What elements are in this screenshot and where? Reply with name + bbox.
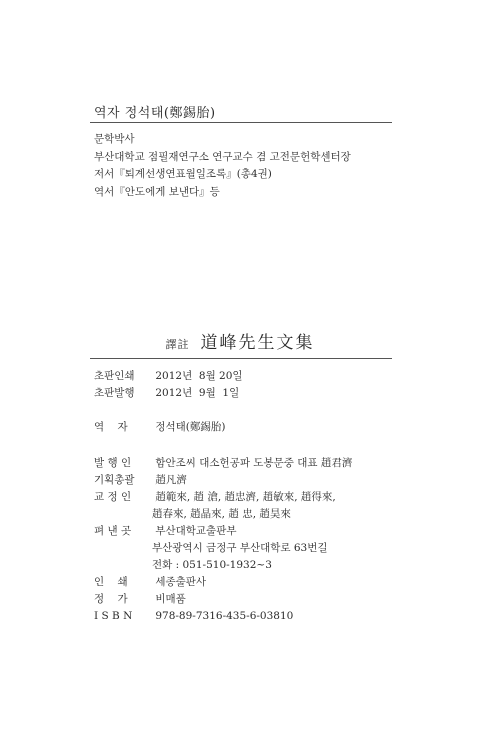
book-title-main: 道峰先生文集 bbox=[200, 333, 315, 353]
publisher-house-row bbox=[94, 523, 237, 539]
row-label: I S B N bbox=[94, 610, 133, 622]
row-label: 역 자 bbox=[94, 421, 128, 433]
bio-line: 저서『퇴계선생연표월일조록』(총4권) bbox=[94, 168, 272, 180]
bio-line: 부산대학교 점필재연구소 연구교수 겸 고전문헌학센터장 bbox=[94, 150, 351, 163]
row-value: 趙春來, 趙晶來, 趙 忠, 趙昊來 bbox=[152, 508, 291, 520]
row-label: 펴 낸 곳 bbox=[94, 525, 132, 537]
row-label: 교 정 인 bbox=[94, 491, 132, 503]
isbn-row bbox=[94, 608, 293, 624]
first-print-date-row bbox=[94, 368, 243, 384]
proofreading-row-cont bbox=[152, 506, 291, 522]
row-value: 2012년 8월 20일 bbox=[155, 370, 243, 382]
book-title bbox=[0, 328, 480, 353]
bio-line: 문학박사 bbox=[94, 133, 135, 145]
row-label: 정 가 bbox=[94, 593, 128, 605]
row-value: 趙範來, 趙 滄, 趙忠濟, 趙敏來, 趙得來, bbox=[155, 491, 336, 503]
bio-line: 역서『안도에게 보낸다』등 bbox=[94, 185, 220, 198]
row-value: 전화 : 051-510-1932~3 bbox=[152, 559, 272, 571]
first-publish-date-row bbox=[94, 385, 239, 401]
row-label: 기획총괄 bbox=[94, 474, 135, 486]
planning-row bbox=[94, 472, 187, 488]
divider-colophon-top bbox=[90, 358, 392, 359]
translator-heading: 역자 정석태(鄭錫胎) bbox=[94, 106, 216, 121]
row-value: 趙凡濟 bbox=[155, 474, 187, 486]
row-value: 정석태(鄭錫胎) bbox=[155, 421, 226, 433]
row-label: 초판인쇄 bbox=[94, 370, 135, 382]
translator-row bbox=[94, 419, 225, 435]
divider-top bbox=[90, 122, 392, 123]
price-row bbox=[94, 591, 186, 607]
row-label: 발 행 인 bbox=[94, 457, 132, 469]
row-value: 부산대학교출판부 bbox=[155, 525, 237, 537]
printing-row bbox=[94, 574, 206, 590]
book-title-prefix: 譯註 bbox=[165, 338, 190, 351]
row-value: 세종출판사 bbox=[155, 576, 207, 588]
row-value: 비매품 bbox=[155, 593, 186, 605]
row-label: 인 쇄 bbox=[94, 576, 128, 588]
proofreading-row bbox=[94, 489, 336, 505]
translator-bio bbox=[94, 131, 351, 201]
phone-row bbox=[152, 557, 272, 573]
publisher-row bbox=[94, 455, 352, 471]
row-value: 978-89-7316-435-6-03810 bbox=[155, 610, 294, 622]
row-label: 초판발행 bbox=[94, 387, 135, 399]
row-value: 2012년 9월 1일 bbox=[155, 387, 240, 399]
address-row bbox=[152, 540, 328, 556]
row-value: 부산광역시 금정구 부산대학로 63번길 bbox=[152, 542, 328, 554]
row-value: 함안조씨 대소헌공파 도봉문중 대표 趙君濟 bbox=[155, 457, 353, 469]
